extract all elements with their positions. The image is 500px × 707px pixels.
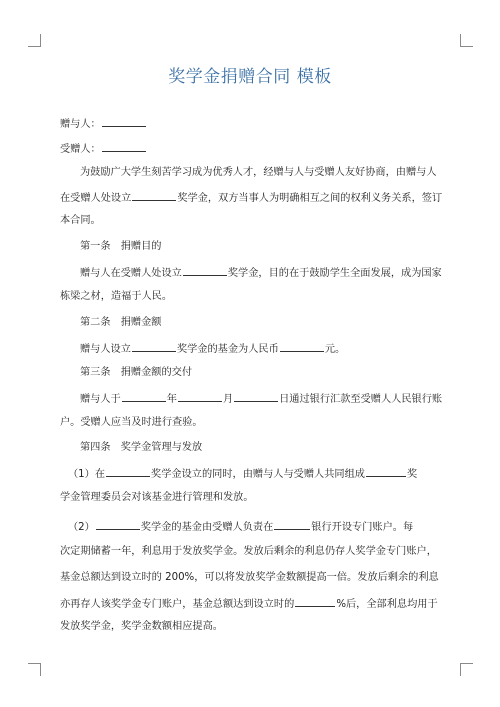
article-3-line-1 [80, 391, 450, 407]
article-text: 奖学金的基金由受赠人负责在 [140, 522, 274, 533]
scholarship-name-blank [132, 341, 176, 352]
month-blank [178, 391, 222, 402]
article-text: 赠与人设立 [80, 344, 131, 355]
article-text: 日通过银行汇款至受赠人人民银行账 [279, 394, 443, 405]
article-text: 奖学金的基金为人民币 [176, 344, 279, 355]
article-1-line-1 [80, 265, 450, 281]
committee-name-blank [366, 466, 406, 477]
article-text: （2） [68, 522, 95, 533]
article-3-line-2: 户。受赠人应当及时进行查验。 [60, 417, 203, 428]
article-text: 月 [222, 394, 234, 405]
article-4-item-2-line-1 [68, 519, 450, 535]
article-text: 赠与人于 [80, 394, 121, 405]
scholarship-name-blank [96, 519, 140, 530]
crop-mark-top-right [460, 34, 473, 47]
article-4-item-1-line-2: 学金管理委员会对该基金进行管理和发放。 [60, 492, 254, 503]
donor-blank [102, 116, 146, 127]
article-text: （1）在 [68, 469, 106, 480]
article-1-line-2: 栋梁之材，造福于人民。 [60, 291, 173, 302]
intro-text: 在受赠人处设立 [60, 193, 132, 204]
donor-label: 赠与人： [60, 119, 101, 130]
donee-blank [102, 141, 146, 152]
bank-name-blank [274, 519, 310, 530]
article-3-heading: 第三条 捐赠金额的交付 [80, 367, 193, 378]
intro-line-2 [60, 190, 450, 206]
article-4-item-1-line-1 [68, 466, 450, 482]
article-text: 元。 [324, 344, 346, 355]
article-4-item-2-line-4 [60, 596, 450, 612]
article-text: 亦再存人该奖学金专门账户，基金总额达到设立时的 [60, 599, 295, 610]
crop-mark-bottom-left [28, 663, 41, 676]
article-text: %后，全部利息均用于 [336, 599, 438, 610]
article-text: 赠与人在受赠人处设立 [80, 268, 182, 279]
year-blank [122, 391, 166, 402]
percent-blank [295, 596, 335, 607]
donor-line [60, 116, 450, 132]
crop-mark-top-left [28, 34, 41, 47]
intro-text: 奖学金，双方当事人为明确相互之间的权利义务关系，签订 [177, 193, 443, 204]
intro-line-1: 为鼓励广大学生刻苦学习成为优秀人才，经赠与人与受赠人友好协商，由赠与人 [80, 167, 437, 178]
scholarship-name-blank [132, 190, 176, 201]
article-text: 年 [166, 394, 177, 405]
article-4-item-2-line-5: 发放奖学金，奖学金数额相应提高。 [60, 621, 223, 632]
article-text: 银行开设专门账户。每 [311, 522, 414, 533]
intro-line-3: 本合同。 [60, 215, 101, 226]
crop-mark-bottom-right [460, 663, 473, 676]
article-4-heading: 第四条 奖学金管理与发放 [80, 442, 203, 453]
scholarship-name-blank [106, 466, 150, 477]
scholarship-name-blank [183, 265, 227, 276]
article-text: 奖学金设立的同时，由赠与人与受赠人共同组成 [151, 469, 365, 480]
article-2-line-1 [80, 341, 450, 357]
day-blank [234, 391, 278, 402]
article-text: 奖 [406, 469, 418, 480]
donee-line [60, 141, 450, 157]
article-4-item-2-line-2: 次定期储蓄一年，利息用于发放奖学金。发放后剩余的利息仍存人奖学金专门账户， [60, 546, 437, 557]
article-4-item-2-line-3: 基金总额达到设立时的 200%，可以将发放奖学金数额提高一倍。发放后剩余的利息 [60, 572, 439, 583]
article-1-heading: 第一条 捐赠目的 [80, 241, 162, 252]
article-text: 奖学金，目的在于鼓励学生全面发展，成为国家 [227, 268, 442, 279]
document-title: 奖学金捐赠合同 模板 [168, 67, 332, 87]
amount-blank [280, 341, 324, 352]
article-2-heading: 第二条 捐赠金额 [80, 317, 162, 328]
donee-label: 受赠人： [60, 144, 101, 155]
